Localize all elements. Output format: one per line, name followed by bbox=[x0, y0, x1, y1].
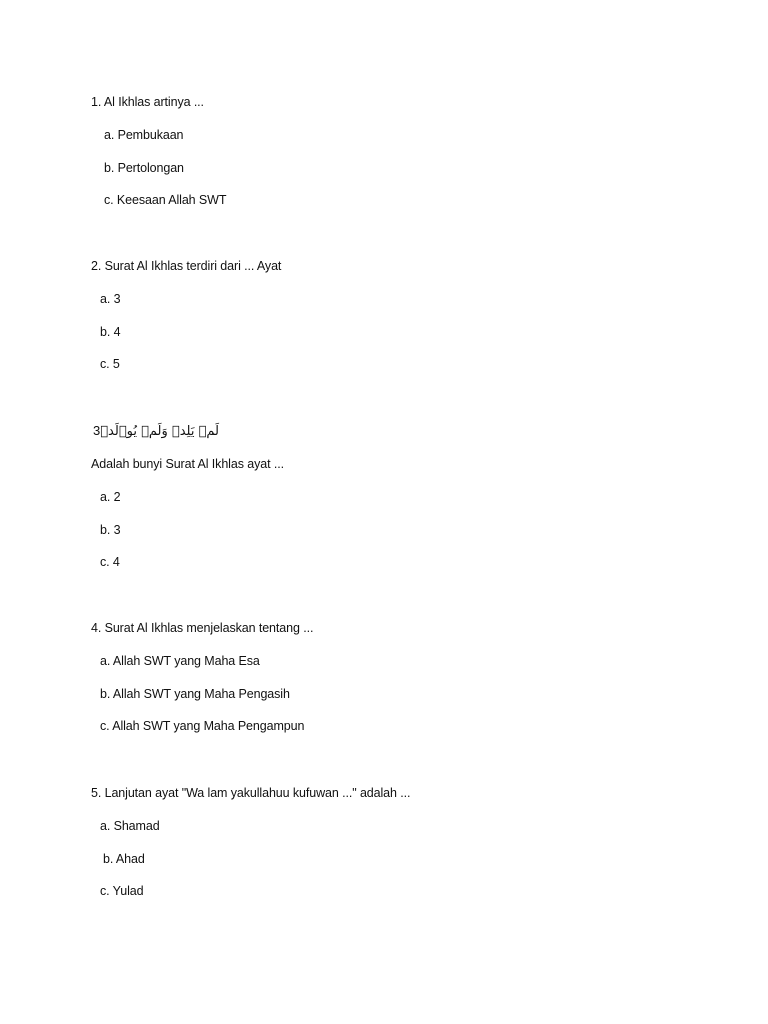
question-3-verse-text: لَمۡ يَلِدۡ وَلَمۡ يُوۡلَدۡ bbox=[100, 424, 220, 439]
question-2-option-a: a. 3 bbox=[100, 292, 121, 306]
question-5-option-b: b. Ahad bbox=[103, 852, 145, 866]
question-1-option-a: a. Pembukaan bbox=[104, 128, 184, 142]
question-4-text: 4. Surat Al Ikhlas menjelaskan tentang ... bbox=[91, 621, 314, 635]
question-3-number: 3 bbox=[93, 423, 101, 438]
question-3-option-a: a. 2 bbox=[100, 490, 121, 504]
question-1-text: 1. Al Ikhlas artinya ... bbox=[91, 95, 204, 109]
question-4-option-a: a. Allah SWT yang Maha Esa bbox=[100, 654, 260, 668]
question-1-option-c: c. Keesaan Allah SWT bbox=[104, 193, 227, 207]
question-5-option-a: a. Shamad bbox=[100, 819, 160, 833]
question-2-text: 2. Surat Al Ikhlas terdiri dari ... Ayat bbox=[91, 259, 282, 273]
question-3-arabic-verse bbox=[93, 422, 219, 441]
question-2-option-b: b. 4 bbox=[100, 325, 121, 339]
question-5-option-c: c. Yulad bbox=[100, 884, 144, 898]
question-3-text: Adalah bunyi Surat Al Ikhlas ayat ... bbox=[91, 457, 284, 471]
question-2-option-c: c. 5 bbox=[100, 357, 120, 371]
question-4-option-b: b. Allah SWT yang Maha Pengasih bbox=[100, 687, 290, 701]
question-3-option-b: b. 3 bbox=[100, 523, 121, 537]
question-5-text: 5. Lanjutan ayat "Wa lam yakullahuu kufuwan ..." adalah ... bbox=[91, 786, 411, 800]
question-3-option-c: c. 4 bbox=[100, 555, 120, 569]
question-1-option-b: b. Pertolongan bbox=[104, 161, 184, 175]
question-4-option-c: c. Allah SWT yang Maha Pengampun bbox=[100, 719, 305, 733]
